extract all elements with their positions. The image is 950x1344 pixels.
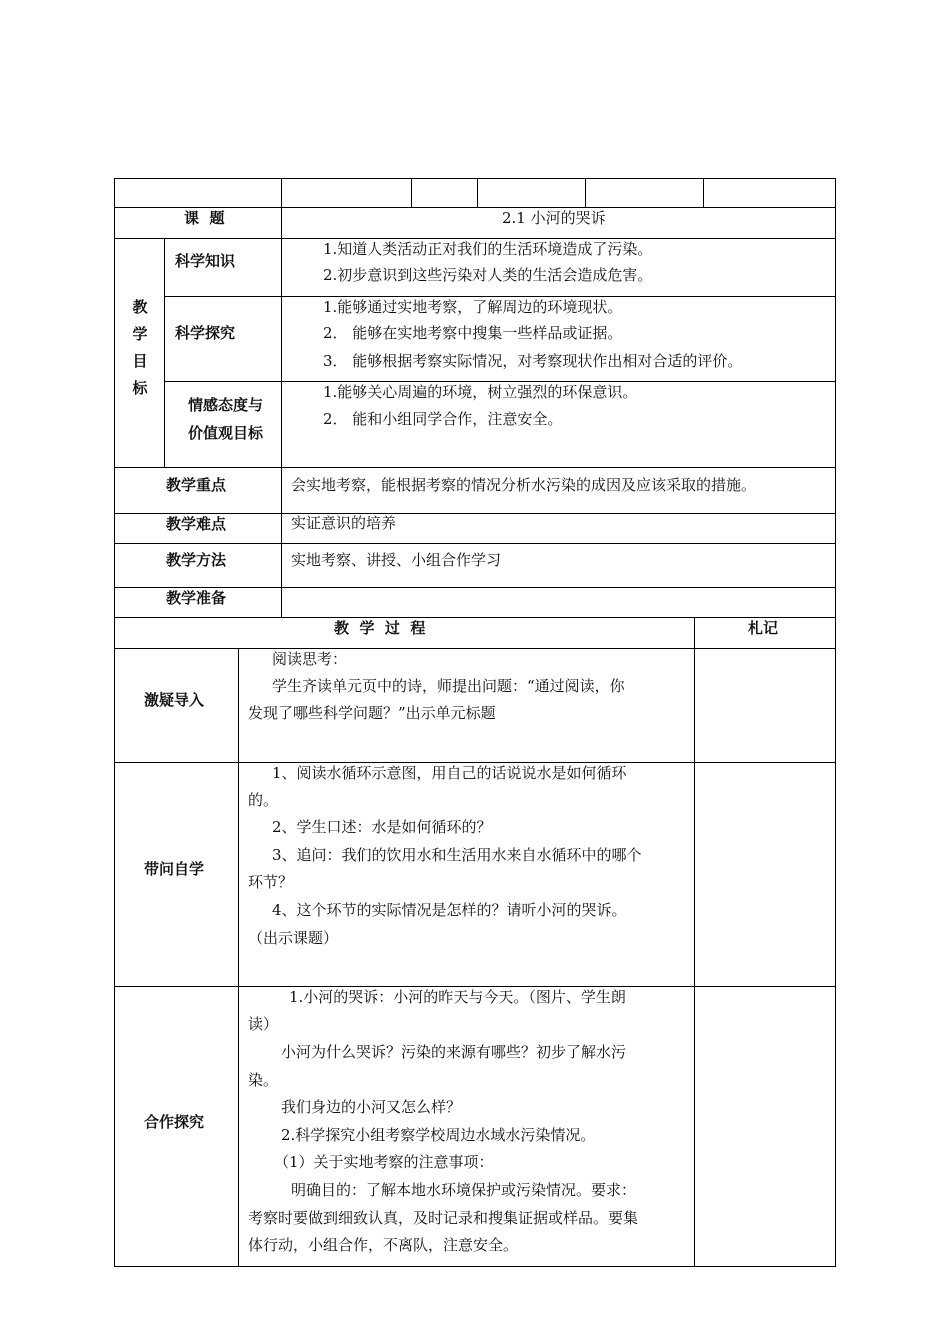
table-rule — [114, 1266, 836, 1267]
stage-line: 我们身边的小河又怎么样？ — [281, 1098, 462, 1116]
topic-value: 2.1 小河的哭诉 — [502, 209, 606, 227]
topic-label: 课 题 — [184, 209, 225, 227]
inquiry-line: 2． 能够在实地考察中搜集一些样品或证据。 — [323, 324, 623, 342]
stage-line: 的。 — [248, 791, 279, 809]
table-rule — [114, 762, 836, 763]
attitude-line: 1.能够关心周遍的环境，树立强烈的环保意识。 — [323, 383, 638, 401]
stage-line: 考察时要做到细致认真，及时记录和搜集证据或样品。要集 — [248, 1209, 639, 1227]
stage-line: 2、学生口述：水是如何循环的？ — [272, 818, 492, 836]
table-rule — [411, 178, 412, 208]
table-rule — [585, 178, 586, 208]
table-rule — [281, 238, 282, 618]
stage-label: 激疑导入 — [144, 691, 205, 709]
stage-label: 合作探究 — [144, 1113, 205, 1131]
stage-line: 3、追问：我们的饮用水和生活用水来自水循环中的哪个 — [272, 846, 642, 864]
method-label: 教学方法 — [166, 551, 227, 569]
attitude-label-line1: 情感态度与 — [188, 396, 264, 414]
table-rule — [238, 648, 239, 1267]
table-border-left — [114, 178, 115, 1267]
table-rule — [114, 587, 836, 588]
key-points-value: 会实地考察，能根据考察的情况分析水污染的成因及应该采取的措施。 — [291, 476, 757, 494]
inquiry-label: 科学探究 — [175, 324, 236, 342]
key-points-label: 教学重点 — [166, 476, 227, 494]
table-border-right — [835, 178, 836, 1267]
stage-line: 阅读思考： — [272, 650, 348, 668]
stage-line: 明确目的：了解本地水环境保护或污染情况。要求： — [291, 1181, 637, 1199]
stage-line: 1、阅读水循环示意图，用自己的话说说水是如何循环 — [272, 764, 627, 782]
stage-line: （1）关于实地考察的注意事项： — [274, 1153, 494, 1171]
table-rule — [694, 617, 695, 1267]
stage-line: 1.小河的哭诉：小河的昨天与今天。（图片、学生朗 — [289, 988, 626, 1006]
notes-header: 札记 — [748, 619, 779, 637]
process-title: 教 学 过 程 — [334, 619, 426, 637]
table-rule — [114, 178, 836, 179]
stage-line: 体行动，小组合作，不离队，注意安全。 — [248, 1236, 519, 1254]
table-rule — [164, 238, 165, 468]
table-rule — [477, 178, 478, 208]
table-rule — [281, 178, 282, 208]
stage-line: 染。 — [248, 1071, 279, 1089]
stage-line: 环节？ — [248, 873, 294, 891]
stage-line: 小河为什么哭诉？污染的来源有哪些？初步了解水污 — [281, 1043, 627, 1061]
stage-line: 学生齐读单元页中的诗，师提出问题：“通过阅读，你 — [272, 677, 625, 695]
objectives-group-char: 标 — [132, 379, 148, 397]
table-rule — [114, 467, 836, 468]
stage-line: （出示课题） — [248, 929, 339, 947]
preparation-label: 教学准备 — [166, 589, 227, 607]
table-rule — [164, 381, 836, 382]
attitude-label-line2: 价值观目标 — [188, 424, 264, 442]
inquiry-line: 3． 能够根据考察实际情况，对考察现状作出相对合适的评价。 — [323, 352, 743, 370]
method-value: 实地考察、讲授、小组合作学习 — [291, 551, 502, 569]
table-rule — [703, 178, 704, 208]
knowledge-line: 2.初步意识到这些污染对人类的生活会造成危害。 — [323, 266, 653, 284]
objectives-group-char: 教 — [132, 298, 148, 316]
table-rule — [114, 238, 836, 239]
stage-label: 带问自学 — [144, 860, 205, 878]
objectives-group-char: 目 — [132, 352, 148, 370]
table-rule — [114, 648, 836, 649]
stage-line: 发现了哪些科学问题？”出示单元标题 — [248, 704, 496, 722]
difficulty-label: 教学难点 — [166, 515, 227, 533]
table-rule — [114, 986, 836, 987]
table-rule — [281, 207, 282, 239]
attitude-line: 2． 能和小组同学合作，注意安全。 — [323, 410, 563, 428]
stage-line: 读） — [248, 1015, 279, 1033]
table-rule — [164, 296, 836, 297]
table-rule — [114, 207, 836, 208]
stage-line: 2.科学探究小组考察学校周边水域水污染情况。 — [281, 1126, 596, 1144]
knowledge-line: 1.知道人类活动正对我们的生活环境造成了污染。 — [323, 240, 653, 258]
table-rule — [114, 513, 836, 514]
objectives-group-char: 学 — [132, 325, 148, 343]
inquiry-line: 1.能够通过实地考察，了解周边的环境现状。 — [323, 298, 623, 316]
table-rule — [114, 543, 836, 544]
knowledge-label: 科学知识 — [175, 252, 236, 270]
stage-line: 4、这个环节的实际情况是怎样的？请听小河的哭诉。 — [272, 901, 627, 919]
difficulty-value: 实证意识的培养 — [291, 514, 397, 532]
table-rule — [114, 617, 836, 618]
